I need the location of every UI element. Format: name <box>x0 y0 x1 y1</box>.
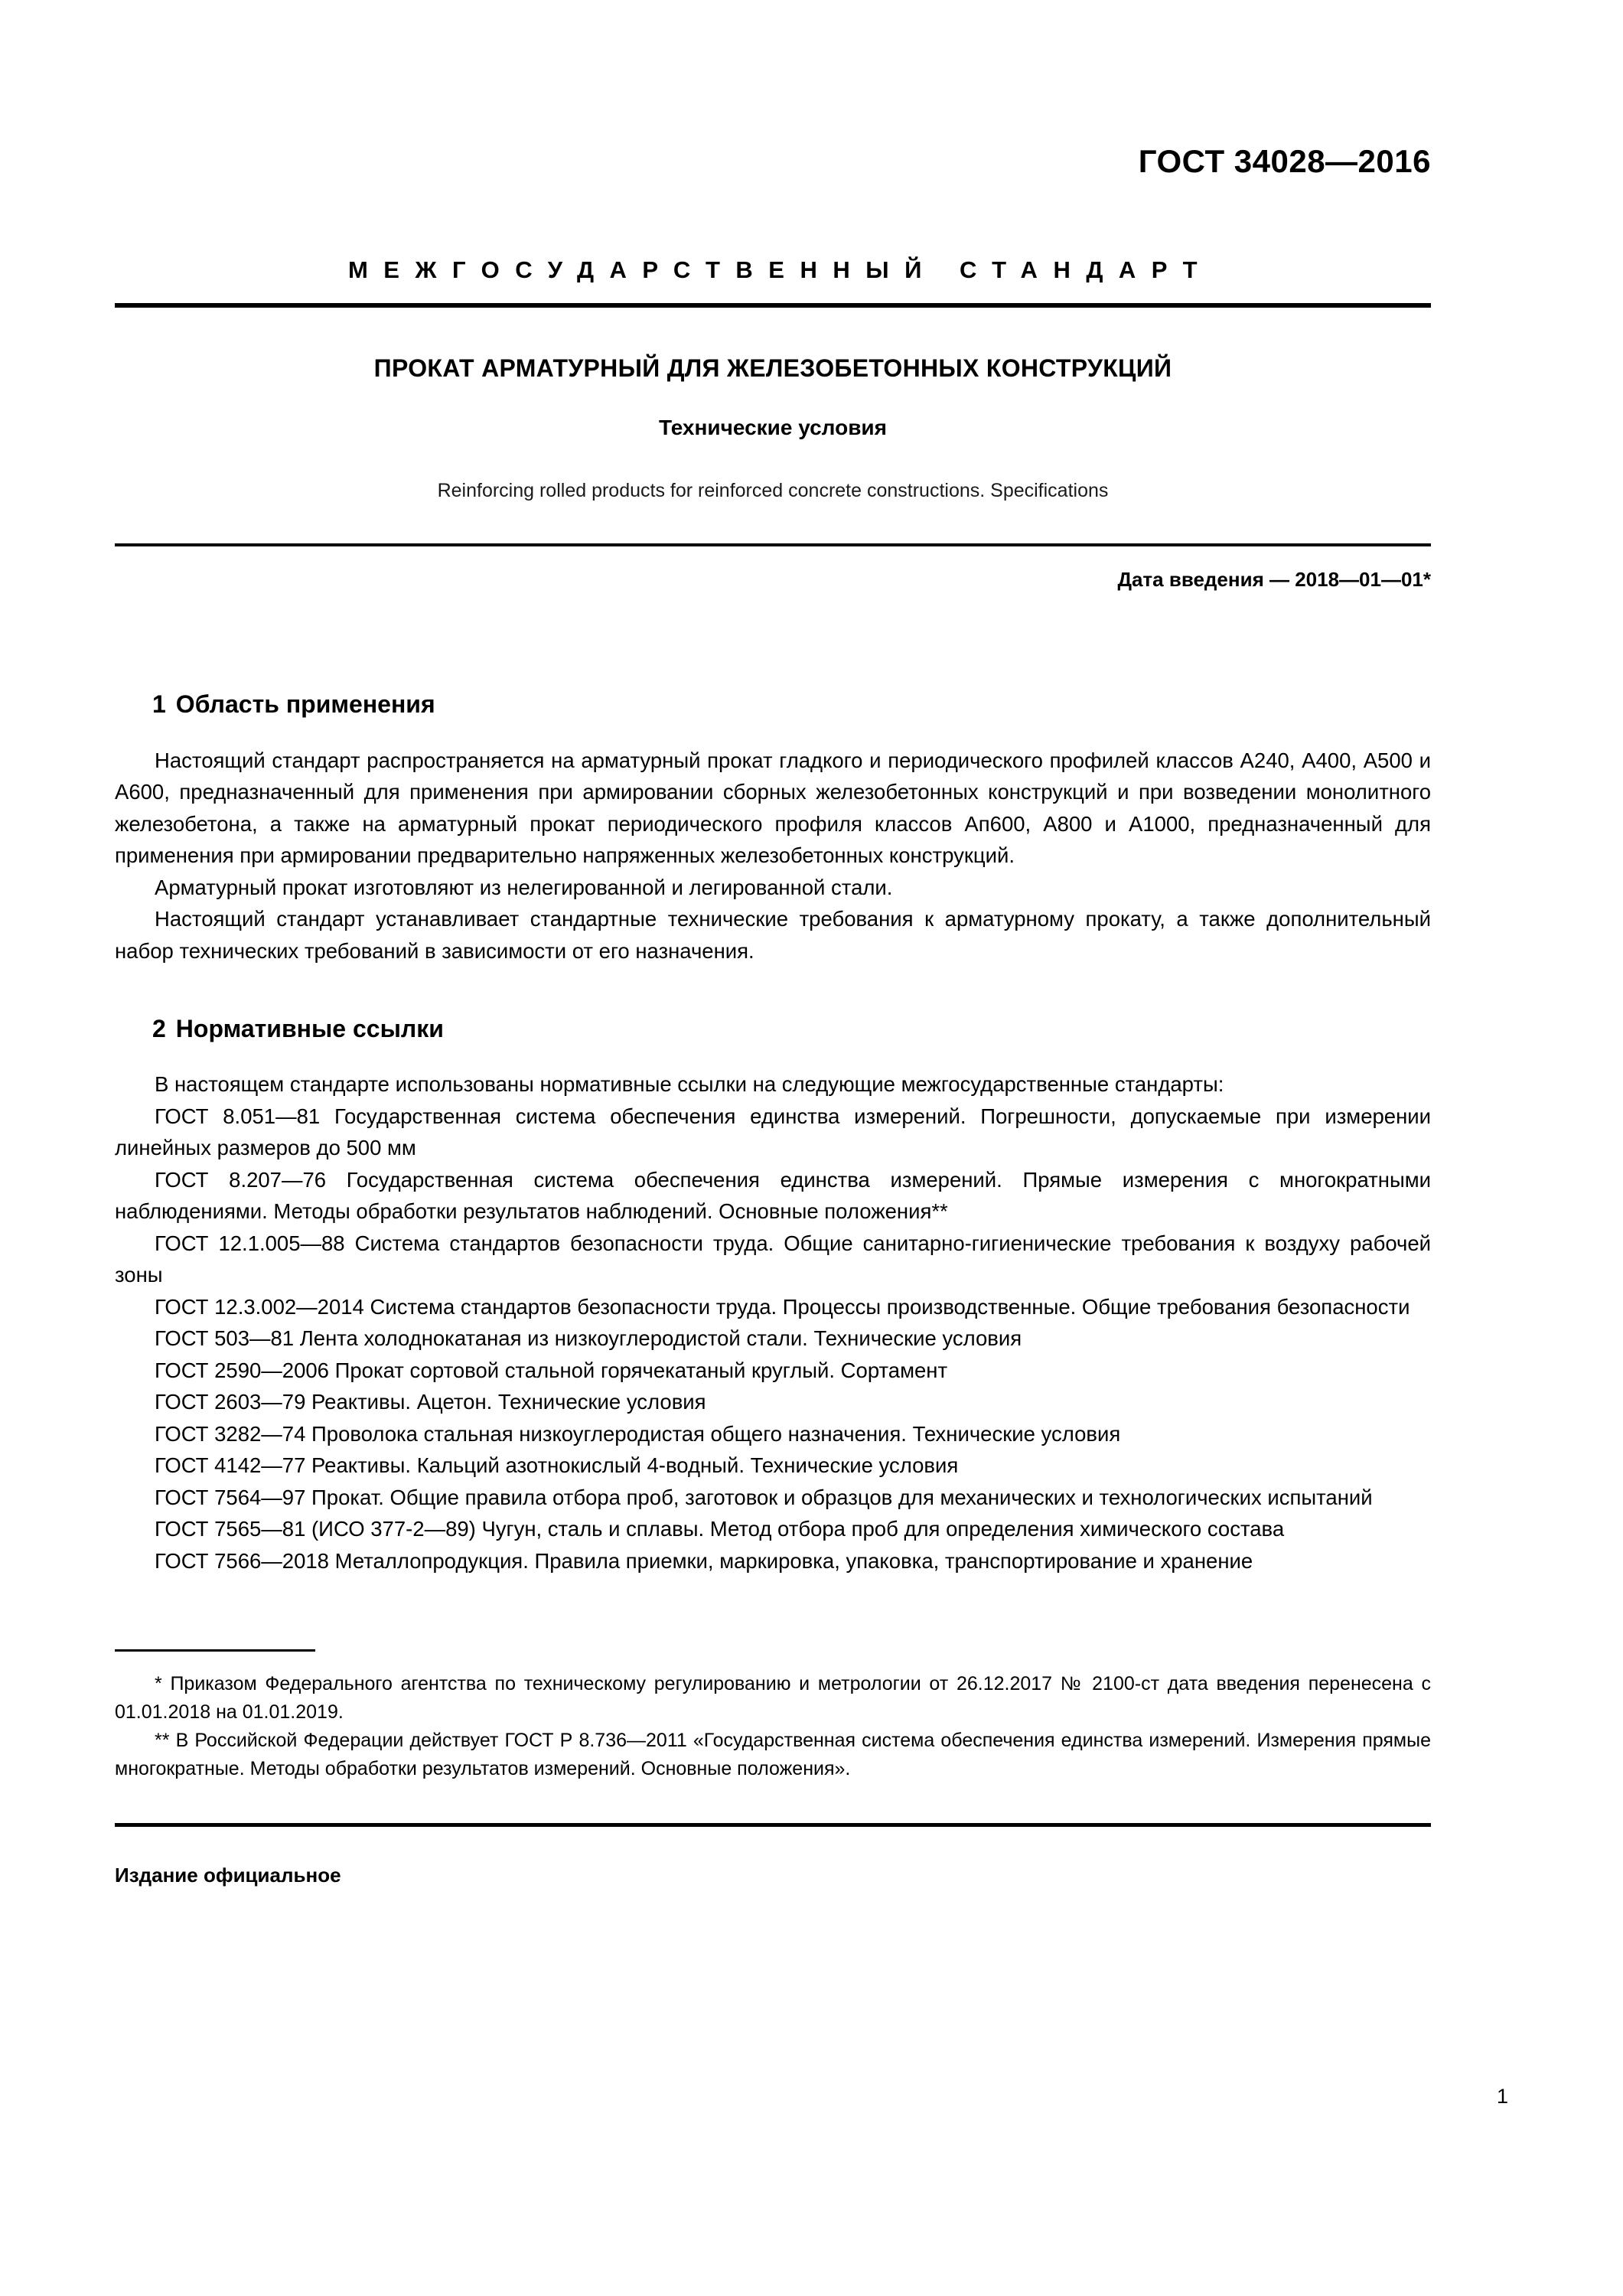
header-divider-rule <box>115 303 1431 308</box>
reference-gost-503: ГОСТ 503—81 Лента холоднокатаная из низкоуглеродистой стали. Технические условия <box>155 1326 1022 1351</box>
section-2-paragraph-1: В настоящем стандарте использованы нормативные ссылки на следующие межгосударственные стандарты: <box>155 1072 1224 1097</box>
section-1-paragraph-2: Арматурный прокат изготовляют из нелегированной и легированной стали. <box>155 875 893 899</box>
section-2-number: 2 <box>152 1015 166 1043</box>
document-number: ГОСТ 34028—2016 <box>1138 143 1431 179</box>
page-title: ПРОКАТ АРМАТУРНЫЙ ДЛЯ ЖЕЛЕЗОБЕТОННЫХ КОНСТРУКЦИЙ <box>373 354 1172 382</box>
introduction-date: Дата введения — 2018—01—01* <box>1117 567 1431 591</box>
reference-gost-121005: ГОСТ 12.1.005—88 Система стандартов безопасности труда. Общие санитарно-гигиенические требования к воздуху рабочей зоны <box>115 1231 1431 1287</box>
footer-divider-rule <box>115 1823 1431 1827</box>
section-1-paragraph-1: Настоящий стандарт распространяется на арматурный прокат гладкого и периодического профилей классов А240, А400, А500 и А600, предназначенный для применения при армировании сборных железобетонных конструкций и при возведении монолитного железобетона, а также на арматурный прокат периодического профиля классов Ап600, А800 и А1000, предназначенный для применения при армировании предварительно напряженных железобетонных конструкций. <box>115 748 1431 868</box>
section-2-heading <box>152 1014 1431 1043</box>
page-number: 1 <box>1496 2085 1508 2108</box>
reference-gost-7565: ГОСТ 7565—81 (ИСО 377-2—89) Чугун, сталь и сплавы. Метод отбора проб для определения химического состава <box>155 1517 1285 1541</box>
section-1-paragraph-3: Настоящий стандарт устанавливает стандартные технические требования к арматурному прокату, а также дополнительный набор технических требований в зависимости от его назначения. <box>115 907 1431 963</box>
section-1-title: Область применения <box>175 690 435 719</box>
page-subtitle: Технические условия <box>659 416 887 440</box>
reference-gost-8051: ГОСТ 8.051—81 Государственная система обеспечения единства измерений. Погрешности, допускаемые при измерении линейных размеров до 500 мм <box>115 1104 1431 1160</box>
reference-gost-123002: ГОСТ 12.3.002—2014 Система стандартов безопасности труда. Процессы производственные. Общие требования безопасности <box>155 1294 1410 1319</box>
section-2-title: Нормативные ссылки <box>175 1015 444 1043</box>
reference-gost-7564: ГОСТ 7564—97 Прокат. Общие правила отбора проб, заготовок и образцов для механических и технологических испытаний <box>155 1485 1373 1509</box>
reference-gost-7566: ГОСТ 7566—2018 Металлопродукция. Правила приемки, маркировка, упаковка, транспортирование и хранение <box>155 1548 1253 1573</box>
reference-gost-4142: ГОСТ 4142—77 Реактивы. Кальций азотнокислый 4-водный. Технические условия <box>155 1453 959 1478</box>
official-edition-note: Издание официальное <box>115 1864 341 1887</box>
footnote-separator-rule <box>115 1649 315 1652</box>
page-title-english: Reinforcing rolled products for reinforced concrete constructions. Specifications <box>437 479 1109 501</box>
title-divider-rule <box>115 543 1431 546</box>
footnote-1: * Приказом Федерального агентства по техническому регулированию и метрологии от 26.12.2017 № 2100-ст дата введения перенесена с 01.01.2018 на 01.01.2019. <box>115 1673 1431 1724</box>
section-1-number: 1 <box>152 690 166 719</box>
section-1-heading <box>152 690 1431 719</box>
reference-gost-2603: ГОСТ 2603—79 Реактивы. Ацетон. Технические условия <box>155 1390 706 1414</box>
standard-kind-label: МЕЖГОСУДАРСТВЕННЫЙ СТАНДАРТ <box>347 256 1214 283</box>
footnote-2: ** В Российской Федерации действует ГОСТ Р 8.736—2011 «Государственная система обеспечения единства измерений. Измерения прямые многократные. Методы обработки результатов измерений. Основные положения». <box>115 1730 1431 1780</box>
reference-gost-8207: ГОСТ 8.207—76 Государственная система обеспечения единства измерений. Прямые измерения с многократными наблюдениями. Методы обработки результатов наблюдений. Основные положения** <box>115 1167 1431 1224</box>
page-content <box>115 0 1431 1888</box>
reference-gost-2590: ГОСТ 2590—2006 Прокат сортовой стальной горячекатаный круглый. Сортамент <box>155 1358 948 1382</box>
reference-gost-3282: ГОСТ 3282—74 Проволока стальная низкоуглеродистая общего назначения. Технические условия <box>155 1421 1121 1446</box>
